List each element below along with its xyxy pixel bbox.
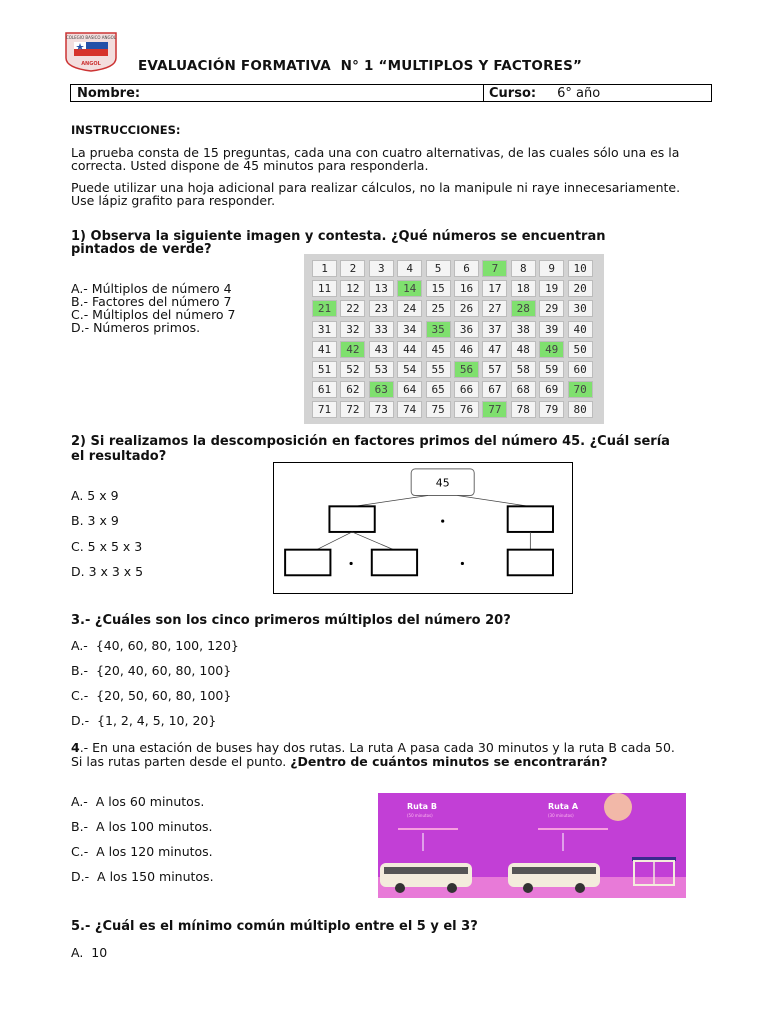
question-4-text	[71, 741, 681, 769]
grid-cell: 67	[482, 381, 507, 398]
route-a-label: Ruta A	[548, 802, 579, 811]
instructions-paragraph-2: Puede utilizar una hoja adicional para realizar cálculos, no la manipule ni raye innecesariamente. Use lápiz grafito para responder.	[71, 180, 681, 208]
grid-cell: 63	[369, 381, 394, 398]
grid-cell: 4	[397, 260, 422, 277]
q2-option-d: D. 3 x 3 x 5	[71, 564, 144, 579]
grid-cell: 80	[568, 401, 593, 418]
q2-option-b: B. 3 x 9	[71, 513, 119, 528]
grid-cell: 26	[454, 300, 479, 317]
grid-cell: 24	[397, 300, 422, 317]
hundred-chart-image	[304, 254, 604, 424]
q3-option-a: A.- {40, 60, 80, 100, 120}	[71, 638, 239, 653]
q1-option-c: C.- Múltiplos del número 7	[71, 307, 236, 322]
grid-cell: 54	[397, 361, 422, 378]
grid-cell: 66	[454, 381, 479, 398]
grid-cell: 22	[340, 300, 365, 317]
grid-cell: 58	[511, 361, 536, 378]
grid-cell: 33	[369, 321, 394, 338]
school-logo	[62, 30, 120, 72]
grid-cell: 30	[568, 300, 593, 317]
grid-cell: 25	[426, 300, 451, 317]
grid-cell: 48	[511, 341, 536, 358]
grid-cell: 38	[511, 321, 536, 338]
grid-cell: 64	[397, 381, 422, 398]
grid-cell: 79	[539, 401, 564, 418]
grid-cell: 46	[454, 341, 479, 358]
factor-tree-diagram	[273, 462, 573, 594]
grid-cell: 34	[397, 321, 422, 338]
grid-cell: 23	[369, 300, 394, 317]
q4-option-a: A.- A los 60 minutos.	[71, 794, 205, 809]
grid-cell: 62	[340, 381, 365, 398]
grid-cell: 43	[369, 341, 394, 358]
question-1-text: 1) Observa la siguiente imagen y contesta. ¿Qué números se encuentran pintados de verde?	[71, 229, 606, 257]
q3-option-c: C.- {20, 50, 60, 80, 100}	[71, 688, 232, 703]
name-label: Nombre:	[77, 86, 141, 101]
grid-cell: 52	[340, 361, 365, 378]
grid-cell: 29	[539, 300, 564, 317]
grid-cell: 17	[482, 280, 507, 297]
q4-question: ¿Dentro de cuántos minutos se encontrarán?	[290, 754, 608, 769]
grid-cell: 44	[397, 341, 422, 358]
grid-cell: 12	[340, 280, 365, 297]
grid-cell: 37	[482, 321, 507, 338]
factor-box-right	[508, 506, 553, 532]
grid-cell: 57	[482, 361, 507, 378]
logo-bottom-text: ANGOL	[81, 61, 101, 67]
question-3-text: 3.- ¿Cuáles son los cinco primeros múltiplos del número 20?	[71, 613, 511, 628]
factor-box-3	[508, 550, 553, 576]
document-title: EVALUACIÓN FORMATIVA N° 1 “MULTIPLOS Y FACTORES”	[138, 58, 583, 74]
q2-option-a: A. 5 x 9	[71, 488, 119, 503]
q1-option-a: A.- Múltiplos de número 4	[71, 281, 232, 296]
grid-cell: 2	[340, 260, 365, 277]
q4-number: 4	[71, 740, 80, 755]
grid-cell: 71	[312, 401, 337, 418]
grid-cell: 11	[312, 280, 337, 297]
factor-box-2	[372, 550, 417, 576]
grid-cell: 8	[511, 260, 536, 277]
grid-cell: 9	[539, 260, 564, 277]
grid-cell: 73	[369, 401, 394, 418]
course-value: 6° año	[553, 86, 601, 101]
grid-cell: 69	[539, 381, 564, 398]
q1-option-d: D.- Números primos.	[71, 320, 201, 335]
grid-cell: 20	[568, 280, 593, 297]
grid-cell: 78	[511, 401, 536, 418]
grid-cell: 18	[511, 280, 536, 297]
grid-cell: 3	[369, 260, 394, 277]
grid-cell: 77	[482, 401, 507, 418]
q2-option-c: C. 5 x 5 x 3	[71, 539, 143, 554]
bus-station-illustration	[378, 793, 686, 898]
grid-cell: 5	[426, 260, 451, 277]
grid-cell: 42	[340, 341, 365, 358]
grid-cell: 61	[312, 381, 337, 398]
grid-cell: 70	[568, 381, 593, 398]
q1-option-b: B.- Factores del número 7	[71, 294, 232, 309]
q3-option-d: D.- {1, 2, 4, 5, 10, 20}	[71, 713, 217, 728]
q3-option-b: B.- {20, 40, 60, 80, 100}	[71, 663, 232, 678]
question-5-text: 5.- ¿Cuál es el mínimo común múltiplo entre el 5 y el 3?	[71, 919, 478, 934]
grid-cell: 7	[482, 260, 507, 277]
q5-option-a: A. 10	[71, 945, 108, 960]
student-info-box	[70, 84, 712, 102]
grid-cell: 13	[369, 280, 394, 297]
q4-option-b: B.- A los 100 minutos.	[71, 819, 213, 834]
grid-cell: 74	[397, 401, 422, 418]
factor-box-left	[329, 506, 374, 532]
factor-box-1	[285, 550, 330, 576]
route-b-sub: (50 minutos)	[407, 813, 433, 818]
grid-cell: 31	[312, 321, 337, 338]
grid-cell: 1	[312, 260, 337, 277]
grid-cell: 47	[482, 341, 507, 358]
grid-cell: 76	[454, 401, 479, 418]
grid-cell: 32	[340, 321, 365, 338]
bus-a-icon	[508, 863, 600, 887]
grid-cell: 19	[539, 280, 564, 297]
grid-cell: 65	[426, 381, 451, 398]
grid-cell: 41	[312, 341, 337, 358]
instructions-heading: INSTRUCCIONES:	[71, 123, 181, 137]
grid-cell: 15	[426, 280, 451, 297]
q4-statement: .- En una estación de buses hay dos rutas. La ruta A pasa cada 30 minutos y la ruta B cada 50. Si las rutas parten desde el punto.	[71, 740, 675, 769]
grid-cell: 16	[454, 280, 479, 297]
grid-cell: 28	[511, 300, 536, 317]
grid-cell: 53	[369, 361, 394, 378]
grid-cell: 50	[568, 341, 593, 358]
grid-cell: 72	[340, 401, 365, 418]
q4-option-c: C.- A los 120 minutos.	[71, 844, 213, 859]
grid-cell: 39	[539, 321, 564, 338]
route-a-sub: (30 minutos)	[548, 813, 574, 818]
factor-tree-root: 45	[435, 476, 450, 490]
grid-cell: 56	[454, 361, 479, 378]
grid-cell: 59	[539, 361, 564, 378]
grid-cell: 45	[426, 341, 451, 358]
grid-cell: 40	[568, 321, 593, 338]
grid-cell: 27	[482, 300, 507, 317]
grid-cell: 21	[312, 300, 337, 317]
grid-cell: 55	[426, 361, 451, 378]
logo-arc-text: COLEGIO BASICO ANGOL	[65, 35, 117, 40]
grid-cell: 75	[426, 401, 451, 418]
grid-cell: 68	[511, 381, 536, 398]
bus-b-icon	[380, 863, 472, 887]
grid-cell: 10	[568, 260, 593, 277]
grid-cell: 60	[568, 361, 593, 378]
grid-cell: 51	[312, 361, 337, 378]
route-b-label: Ruta B	[407, 802, 437, 811]
instructions-paragraph-1: La prueba consta de 15 preguntas, cada una con cuatro alternativas, de las cuales sólo una es la correcta. Usted dispone de 45 minutos para responderla.	[71, 145, 680, 173]
question-2-text: 2) Si realizamos la descomposición en factores primos del número 45. ¿Cuál sería el resultado?	[71, 434, 670, 464]
grid-cell: 36	[454, 321, 479, 338]
grid-cell: 6	[454, 260, 479, 277]
grid-cell: 14	[397, 280, 422, 297]
grid-cell: 49	[539, 341, 564, 358]
q4-option-d: D.- A los 150 minutos.	[71, 869, 214, 884]
course-label: Curso:	[489, 86, 537, 101]
grid-cell: 35	[426, 321, 451, 338]
